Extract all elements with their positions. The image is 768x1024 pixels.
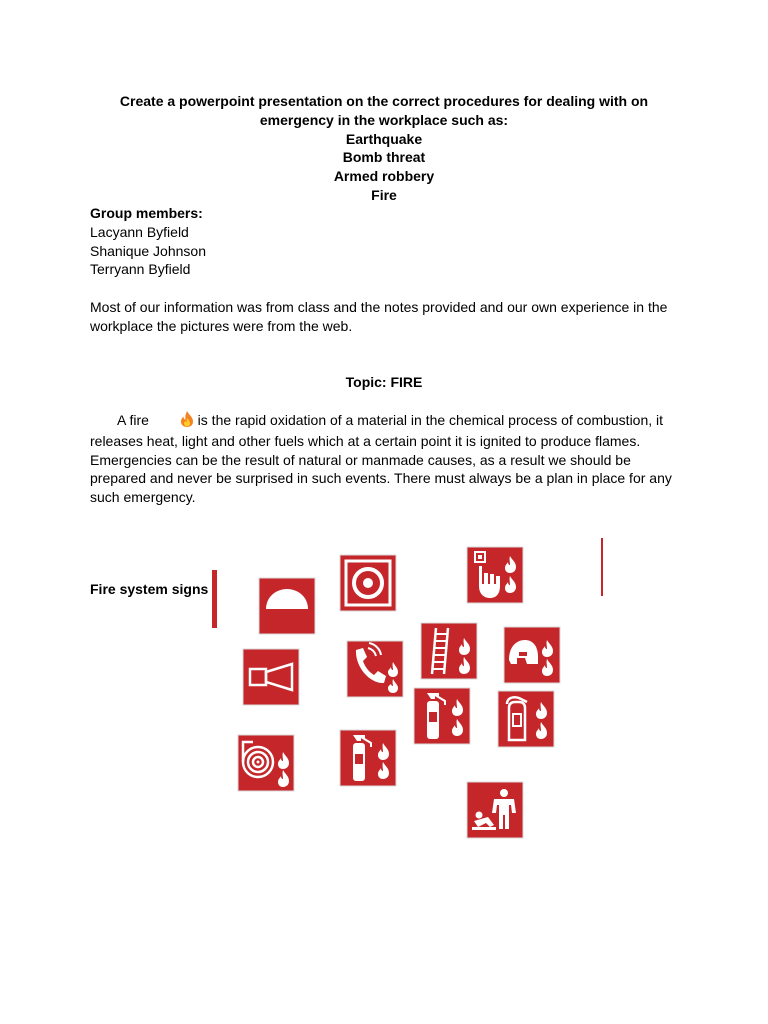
paragraph-text: is the rapid oxidation of a material in the chemical process of combustion, it releases heat, light and other fuels which at a certain point it is ignited to produce flames. Emergencies can be the result of natural or manmade causes, as a result we should be prepared and never be surprised in such events. There must always be a plan in place for any such emergency. (90, 412, 672, 506)
title-line: Create a powerpoint presentation on the correct procedures for dealing with on (119, 93, 649, 109)
emergency-type: Earthquake (345, 130, 423, 147)
signs-label: Fire system signs (90, 581, 209, 597)
first-aid-rescue-sign (466, 781, 524, 839)
paragraph-text: A fire (117, 412, 153, 428)
info-paragraph: Most of our information was from class and the notes provided and our own experience in the workplace the pictures were from the web. (90, 299, 668, 334)
group-members (90, 204, 206, 279)
alarm-bell-icon (339, 554, 397, 612)
fire-helmet-sign (503, 626, 561, 684)
fire-blanket-icon (258, 577, 316, 635)
fire-extinguisher-sign (413, 687, 471, 745)
emergency-type: Bomb threat (342, 149, 426, 166)
divider-bar (601, 538, 603, 596)
helmet-icon (503, 626, 561, 684)
emergency-type: Armed robbery (333, 168, 435, 185)
emergency-type: Fire (371, 186, 397, 203)
siren-icon (242, 648, 300, 706)
fire-emoji-icon (153, 411, 194, 432)
fire-alarm-bell-sign (339, 554, 397, 612)
fire-ladder-sign (420, 622, 478, 680)
co2-extinguisher-icon (497, 690, 555, 748)
ladder-icon (420, 622, 478, 680)
extinguisher-icon (339, 729, 397, 787)
fire-alarm-button-sign (466, 546, 524, 604)
divider-bar (212, 570, 217, 628)
member-name: Terryann Byfield (90, 261, 191, 278)
co2-extinguisher-sign (497, 690, 555, 748)
title-line: emergency in the workplace such as: (259, 111, 509, 128)
fire-telephone-sign (346, 640, 404, 698)
member-name: Lacyann Byfield (90, 223, 189, 240)
group-members-label: Group members: (90, 205, 203, 221)
fire-siren-sign (242, 648, 300, 706)
fire-paragraph (90, 411, 680, 507)
assignment-title (90, 92, 678, 205)
extinguisher-icon (413, 687, 471, 745)
rescue-icon (466, 781, 524, 839)
fire-blanket-sign (258, 577, 316, 635)
telephone-icon (346, 640, 404, 698)
member-name: Shanique Johnson (90, 242, 206, 259)
fire-extinguisher-sign-2 (339, 729, 397, 787)
topic-heading: Topic: FIRE (345, 374, 423, 390)
fire-hose-reel-sign (237, 734, 295, 792)
alarm-button-icon (466, 546, 524, 604)
hose-reel-icon (237, 734, 295, 792)
